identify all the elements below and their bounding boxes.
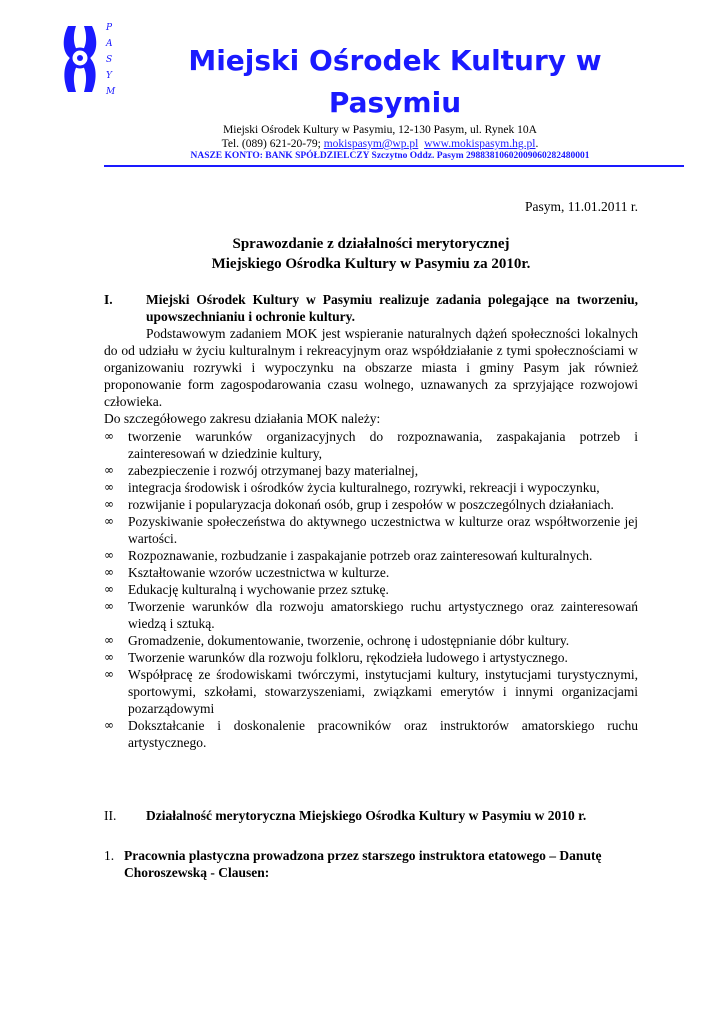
section-2-heading-text: Działalność merytoryczna Miejskiego Ośrodka Kultury w Pasymiu w 2010 r. <box>146 808 587 823</box>
section-1-heading-text: Miejski Ośrodek Kultury w Pasymiu realizuje zadania polegające na tworzeniu, upowszechnianiu i ochronie kultury. <box>146 292 638 324</box>
contact-block <box>190 123 570 151</box>
contact-line <box>190 137 570 151</box>
list-item-text: Tworzenie warunków dla rozwoju folkloru, rękodzieła ludowego i artystycznego. <box>128 650 568 665</box>
list-item <box>104 717 638 751</box>
section-1-heading <box>104 291 638 325</box>
logo-letters: PASYM <box>106 23 116 97</box>
infinity-bullet-icon: ∞ <box>104 463 114 477</box>
list-item <box>104 598 638 632</box>
list-item-text: Rozpoznawanie, rozbudzanie i zaspakajanie potrzeb oraz zainteresowań kulturalnych. <box>128 548 593 563</box>
duties-list <box>104 428 638 751</box>
header-divider <box>104 165 684 167</box>
list-item-text: Dokształcanie i doskonalenie pracowników oraz instruktorów amatorskiego ruchu artystycznego. <box>128 718 638 750</box>
address-line: Miejski Ośrodek Kultury w Pasymiu, 12-130 Pasym, ul. Rynek 10A <box>223 124 537 136</box>
org-title <box>185 40 605 124</box>
infinity-bullet-icon: ∞ <box>104 633 114 647</box>
list-item <box>104 462 638 479</box>
infinity-bullet-icon: ∞ <box>104 650 114 664</box>
list-item-text: zabezpieczenie i rozwój otrzymanej bazy materialnej, <box>128 463 419 478</box>
infinity-bullet-icon: ∞ <box>104 718 114 732</box>
list-item <box>104 513 638 547</box>
list-item-text: Współpracę ze środowiskami twórczymi, instytucjami kultury, instytucjami turystycznymi, sportowymi, szkołami, stowarzyszeniami, związkami emerytów i innymi organizacjami pozarządowymi <box>128 667 638 716</box>
section-2-heading <box>104 807 638 824</box>
org-title-line2: Pasymiu <box>328 86 462 119</box>
list-item <box>104 547 638 564</box>
list-item <box>104 666 638 717</box>
section-1-paragraph: Podstawowym zadaniem MOK jest wspieranie naturalnych dążeń społeczności lokalnych do od udziału w życiu kulturalnym i rekreacyjnym oraz współdziałanie z tymi społecznościami w organizowaniu rozrywki i wypoczynku na obszarze miasta i gminy Pasym jak również proponowanie form zagospodarowania czasu wolnego, uznawanych za sprzyjające rozwojowi człowieka. <box>104 326 638 409</box>
list-item-text: integracja środowisk i ośrodków życia kulturalnego, rozrywki, rekreacji i wypoczynku, <box>128 480 600 495</box>
item-1-text: Pracownia plastyczna prowadzona przez starszego instruktora etatowego – Danutę Choroszewską - Clausen: <box>124 848 602 880</box>
infinity-bullet-icon: ∞ <box>104 565 114 579</box>
list-item-text: Tworzenie warunków dla rozwoju amatorskiego ruchu artystycznego oraz zainteresowań wiedzą i sztuką. <box>128 599 638 631</box>
list-item-text: Gromadzenie, dokumentowanie, tworzenie, ochronę i udostępnianie dóbr kultury. <box>128 633 570 648</box>
infinity-bullet-icon: ∞ <box>104 497 114 511</box>
list-item-text: tworzenie warunków organizacyjnych do rozpoznawania, zaspakajania potrzeb i zainteresowań w dziedzinie kultury, <box>128 429 638 461</box>
email-link[interactable]: mokispasym@wp.pl <box>323 138 419 150</box>
org-title-line1: Miejski Ośrodek Kultury w <box>188 44 602 77</box>
list-intro: Do szczegółowego zakresu działania MOK należy: <box>104 411 381 426</box>
list-item <box>104 632 638 649</box>
list-item <box>104 479 638 496</box>
section-1-number: I. <box>104 292 113 307</box>
bank-account-line: NASZE KONTO: BANK SPÓŁDZIELCZY Szczytno Oddz. Pasym 29883810602009060282480001 <box>190 151 590 161</box>
title-line2: Miejskiego Ośrodka Kultury w Pasymiu za 2010r. <box>211 256 531 272</box>
infinity-bullet-icon: ∞ <box>104 599 114 613</box>
infinity-bullet-icon: ∞ <box>104 480 114 494</box>
item-1 <box>104 847 638 881</box>
website-suffix: . <box>535 138 539 150</box>
section-2-number: II. <box>104 808 117 823</box>
infinity-bullet-icon: ∞ <box>104 667 114 681</box>
infinity-bullet-icon: ∞ <box>104 429 114 443</box>
infinity-bullet-icon: ∞ <box>104 514 114 528</box>
list-item-text: Pozyskiwanie społeczeństwa do aktywnego uczestnictwa w kulturze oraz współtworzenie jej wartości. <box>128 514 638 546</box>
tel-text: Tel. (089) 621-20-79; <box>221 138 321 150</box>
document-title <box>104 234 638 274</box>
infinity-bullet-icon: ∞ <box>104 582 114 596</box>
list-item <box>104 428 638 462</box>
item-1-number: 1. <box>104 848 115 863</box>
title-line1: Sprawozdanie z działalności merytorycznej <box>232 236 510 252</box>
list-item-text: rozwijanie i popularyzacja dokonań osób, grup i zespołów w poszczególnych działaniach. <box>128 497 614 512</box>
list-item-text: Edukację kulturalną i wychowanie przez sztukę. <box>128 582 389 597</box>
list-item-text: Kształtowanie wzorów uczestnictwa w kulturze. <box>128 565 390 580</box>
infinity-bullet-icon: ∞ <box>104 548 114 562</box>
list-item <box>104 581 638 598</box>
document-date: Pasym, 11.01.2011 r. <box>524 199 638 214</box>
mok-logo <box>60 18 122 100</box>
list-item <box>104 496 638 513</box>
list-item <box>104 564 638 581</box>
list-item <box>104 649 638 666</box>
website-link[interactable]: www.mokispasym.hg.pl <box>424 138 536 150</box>
